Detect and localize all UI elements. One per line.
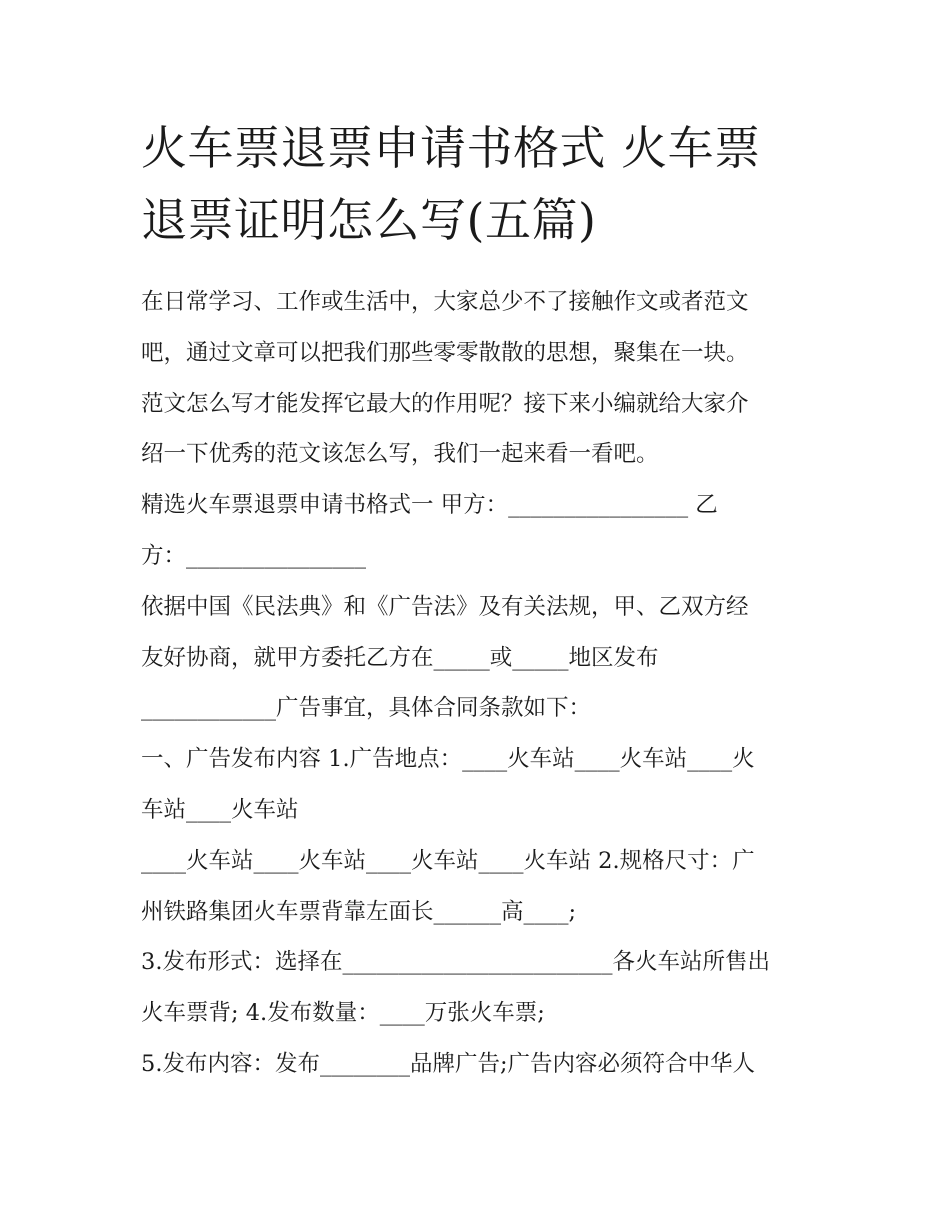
body-line: 5.发布内容：发布________品牌广告;广告内容必须符合中华人 <box>141 1050 756 1077</box>
body-line: 在日常学习、工作或生活中，大家总少不了接触作文或者范文 <box>141 289 749 315</box>
body-line: ____火车站____火车站____火车站____火车站 2.规格尺寸：广 <box>141 847 755 874</box>
body-line: 友好协商，就甲方委托乙方在_____或_____地区发布 <box>141 644 659 671</box>
body-line: 方：________________ <box>141 542 367 569</box>
title-line-1: 火车票退票申请书格式 火车票 <box>141 121 761 175</box>
body-line: 吧，通过文章可以把我们那些零零散散的思想，聚集在一块。 <box>141 339 749 366</box>
body-line: 3.发布形式：选择在________________________各火车站所售出 <box>141 949 770 976</box>
body-line: 范文怎么写才能发挥它最大的作用呢？接下来小编就给大家介 <box>141 390 749 417</box>
document-body <box>141 277 821 1090</box>
body-line: 依据中国《民法典》和《广告法》及有关法规，甲、乙双方经 <box>141 593 749 620</box>
body-line: 绍一下优秀的范文该怎么写，我们一起来看一看吧。 <box>141 441 659 468</box>
body-line: ____________广告事宜，具体合同条款如下： <box>141 695 592 722</box>
body-line: 精选火车票退票申请书格式一 甲方：________________ 乙 <box>141 492 718 519</box>
body-line: 州铁路集团火车票背靠左面长______高____; <box>141 898 577 925</box>
body-line: 一、广告发布内容 1.广告地点：____火车站____火车站____火 <box>141 746 755 773</box>
body-line: 火车票背; 4.发布数量：____万张火车票; <box>141 1000 545 1027</box>
title-line-2: 退票证明怎么写(五篇) <box>141 193 597 247</box>
body-line: 车站____火车站 <box>141 796 299 823</box>
document-title <box>141 112 821 256</box>
